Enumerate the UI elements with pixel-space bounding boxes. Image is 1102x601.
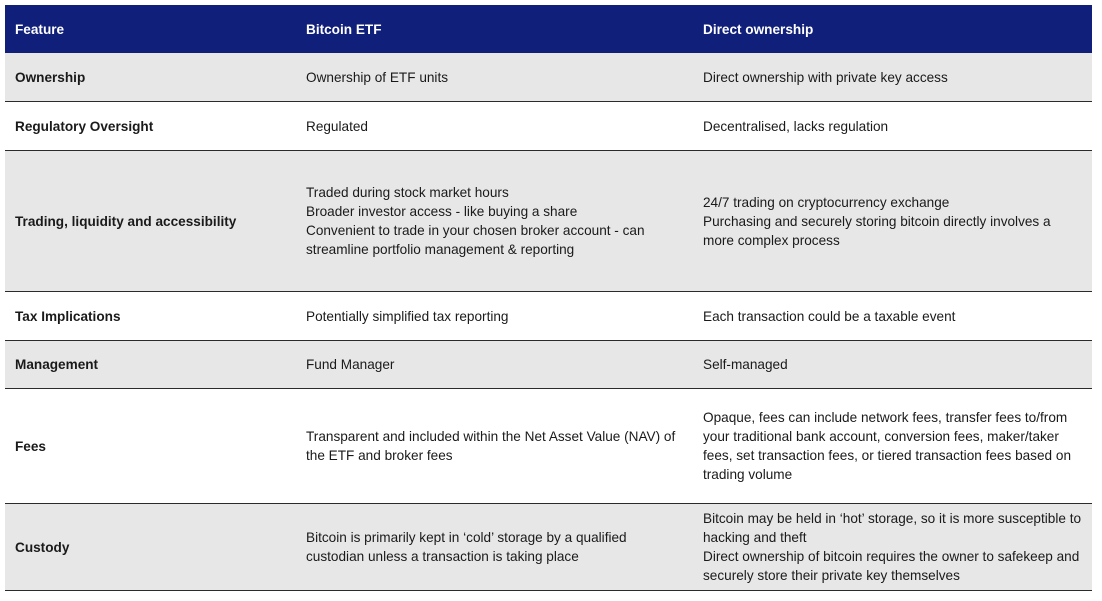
- table-row: [5, 292, 1092, 341]
- etf-cell: [296, 117, 693, 136]
- etf-cell: [296, 68, 693, 87]
- direct-cell: [693, 509, 1092, 585]
- direct-text: Opaque, fees can include network fees, transfer fees to/from your traditional bank account, conversion fees, maker/taker fees, set transaction fees, or tiered transaction fees based on trading volume: [703, 410, 1072, 482]
- direct-cell: [693, 68, 1092, 87]
- direct-text: 24/7 trading on cryptocurrency exchange: [703, 194, 950, 210]
- etf-cell: [296, 355, 693, 374]
- direct-cell: [693, 408, 1092, 484]
- etf-text: Traded during stock market hours: [306, 185, 509, 200]
- direct-text: Bitcoin may be held in ‘hot’ storage, so it is more susceptible to hacking and theft: [703, 511, 1082, 545]
- direct-text: Self-managed: [703, 357, 788, 372]
- feature-cell: Custody: [15, 539, 70, 555]
- etf-cell: [296, 427, 693, 465]
- comparison-table: [5, 5, 1092, 591]
- etf-text: Bitcoin is primarily kept in ‘cold’ storage by a qualified custodian unless a transaction is taking place: [306, 530, 627, 564]
- etf-text: Transparent and included within the Net Asset Value (NAV) of the ETF and broker fees: [306, 429, 676, 463]
- direct-text: Purchasing and securely storing bitcoin directly involves a more complex process: [703, 213, 1051, 248]
- header-feature: Feature: [15, 21, 65, 37]
- direct-cell: [693, 193, 1092, 250]
- table-header-row: [5, 5, 1092, 53]
- table-row: [5, 102, 1092, 151]
- feature-cell: Fees: [15, 438, 46, 454]
- direct-text: Decentralised, lacks regulation: [703, 118, 889, 134]
- etf-text: Fund Manager: [306, 357, 395, 372]
- etf-text: Convenient to trade in your chosen broker account - can streamline portfolio management & reporting: [306, 223, 645, 257]
- etf-text: Potentially simplified tax reporting: [306, 308, 509, 324]
- table-row: [5, 341, 1092, 389]
- table-row: [5, 53, 1092, 102]
- direct-text: Direct ownership of bitcoin requires the owner to safekeep and securely store their private key themselves: [703, 549, 1080, 583]
- header-bitcoin-etf: Bitcoin ETF: [306, 21, 382, 37]
- direct-text: Direct ownership with private key access: [703, 69, 948, 85]
- header-direct-ownership: Direct ownership: [703, 21, 814, 37]
- direct-cell: [693, 355, 1092, 374]
- feature-cell: Ownership: [15, 69, 86, 85]
- etf-cell: [296, 183, 693, 259]
- feature-cell: Trading, liquidity and accessibility: [15, 213, 237, 229]
- etf-text: Broader investor access - like buying a share: [306, 204, 578, 219]
- etf-text: Regulated: [306, 118, 368, 134]
- etf-cell: [296, 528, 693, 566]
- feature-cell: Management: [15, 357, 99, 372]
- direct-cell: [693, 117, 1092, 136]
- direct-cell: [693, 307, 1092, 326]
- etf-cell: [296, 307, 693, 326]
- feature-cell: Tax Implications: [15, 308, 121, 324]
- table-row: [5, 389, 1092, 504]
- direct-text: Each transaction could be a taxable event: [703, 308, 956, 324]
- etf-text: Ownership of ETF units: [306, 69, 449, 85]
- table-row: [5, 151, 1092, 292]
- feature-cell: Regulatory Oversight: [15, 118, 154, 134]
- table-row: [5, 504, 1092, 591]
